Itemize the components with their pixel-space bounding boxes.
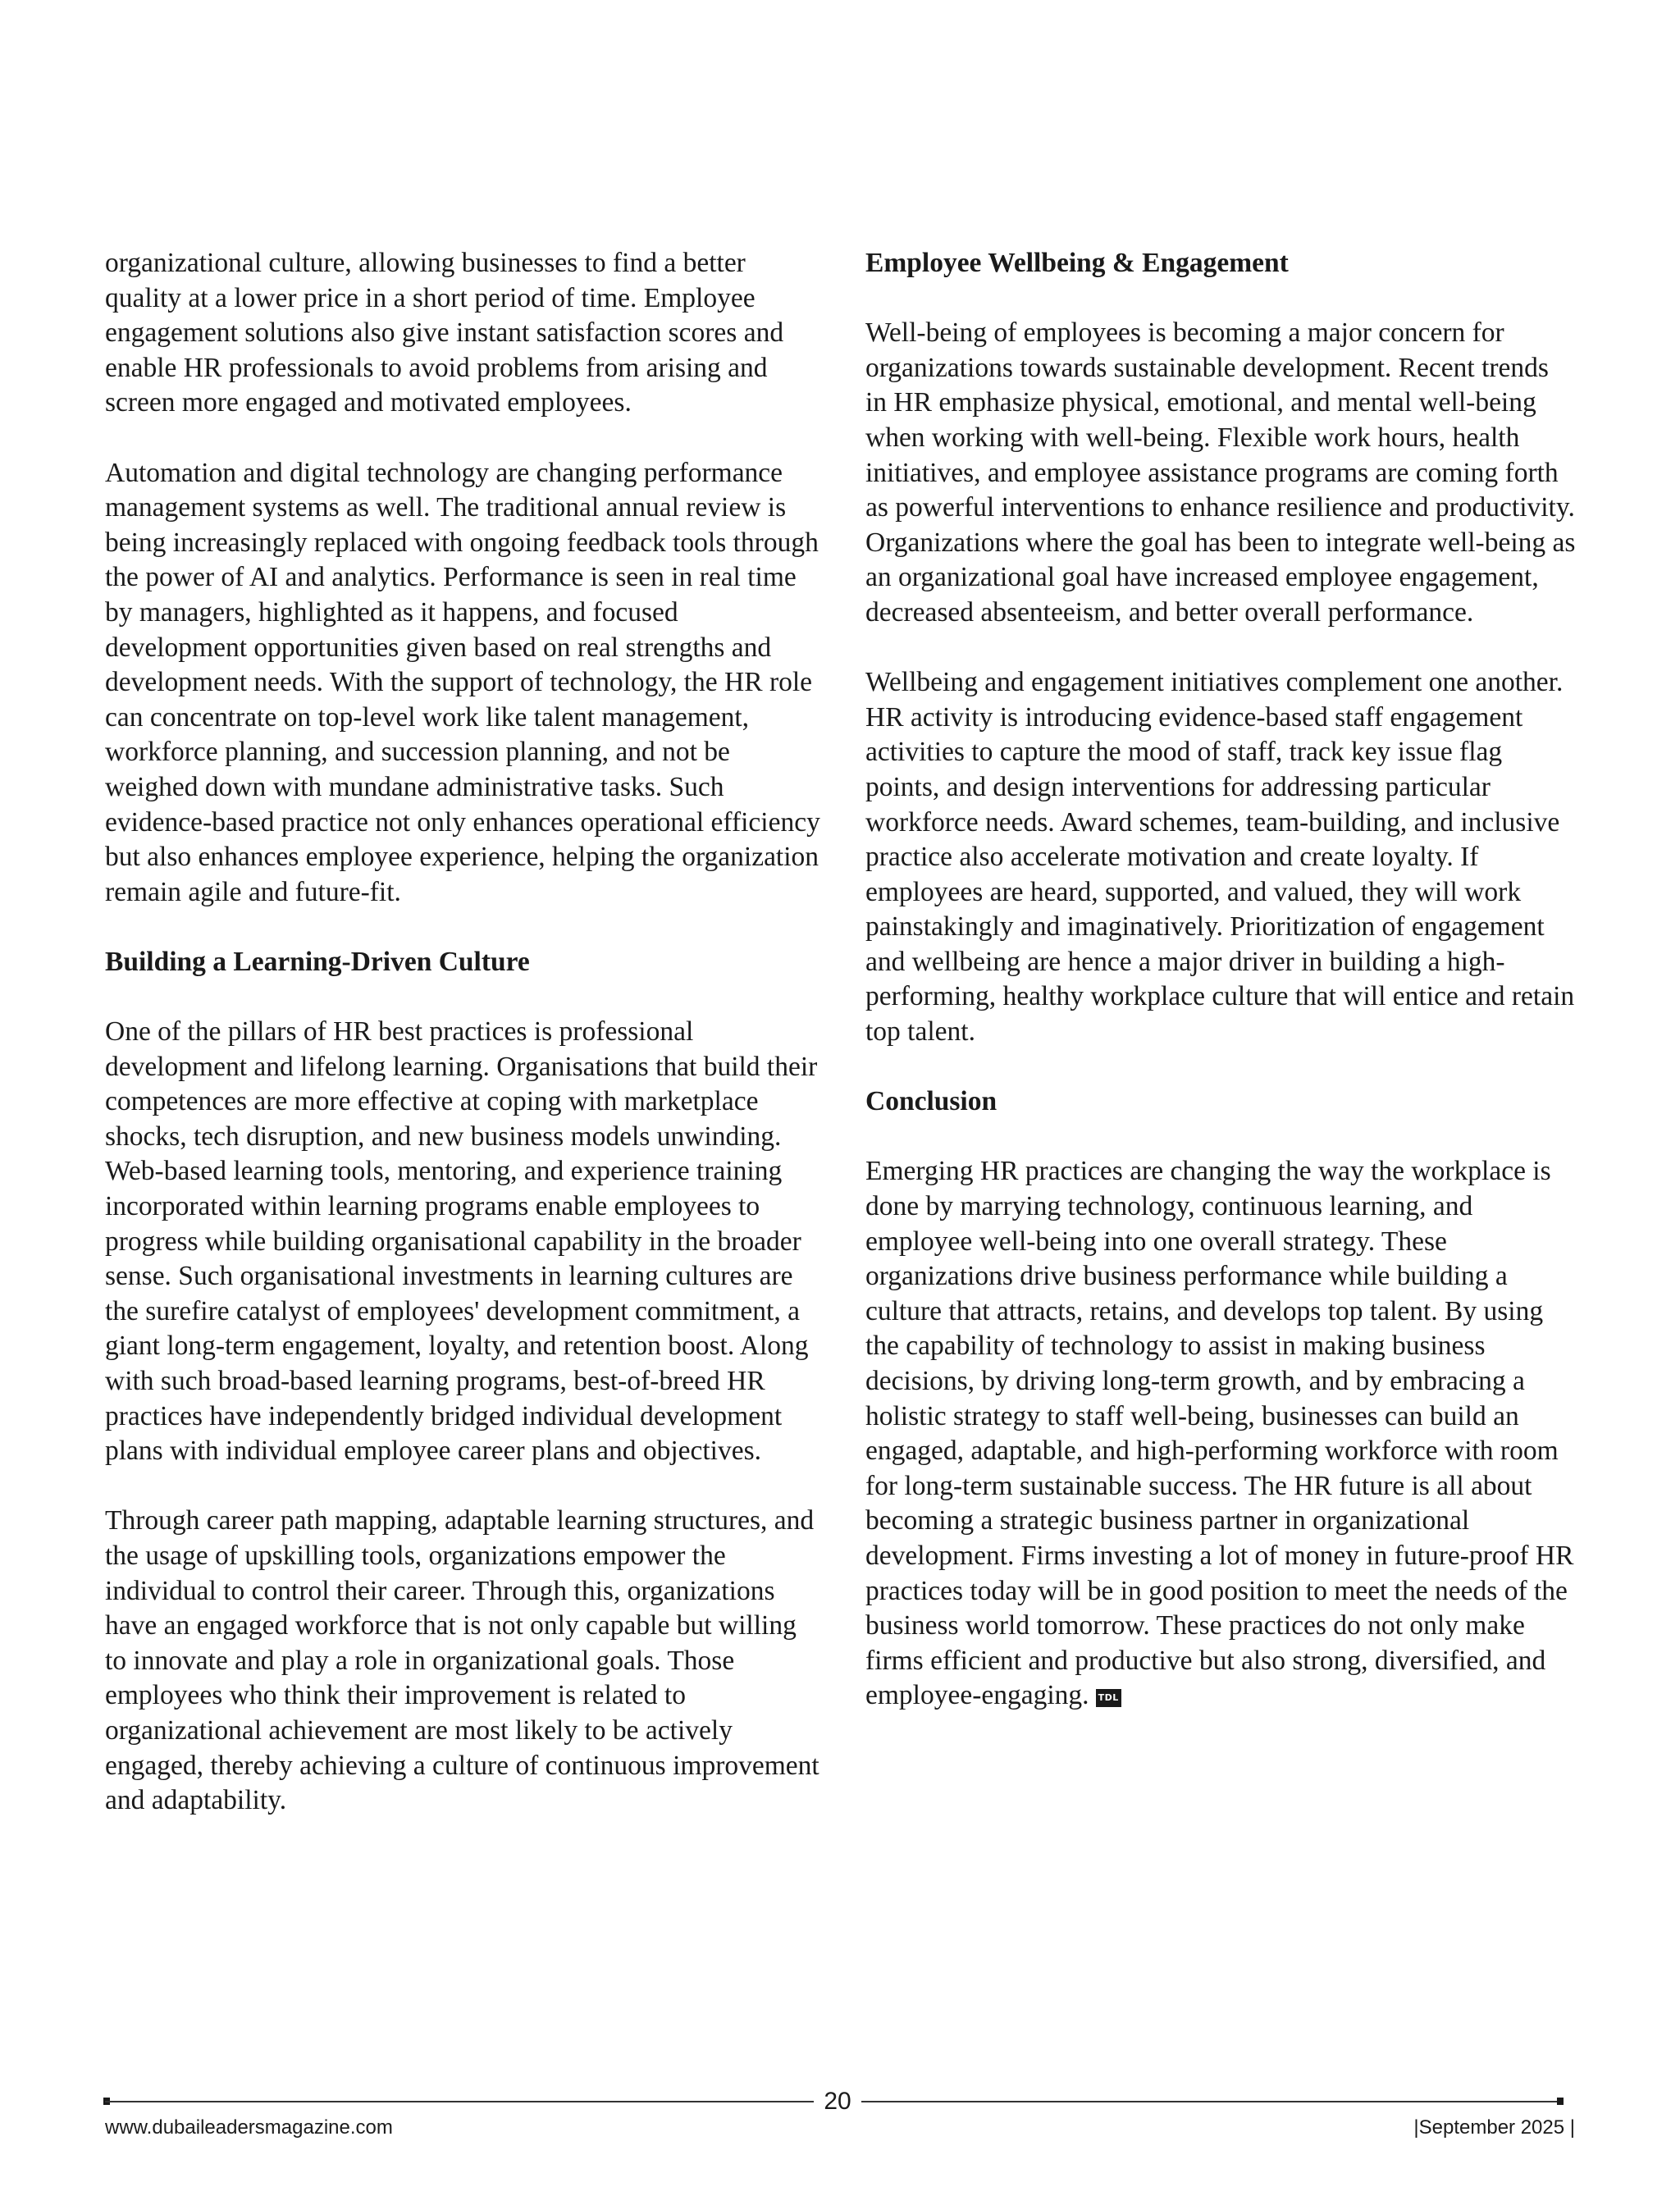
section-heading-conclusion: Conclusion bbox=[865, 1086, 998, 1117]
right-paragraph-3-container bbox=[865, 1154, 1576, 1714]
left-paragraph-3: One of the pillars of HR best practices is professional development and lifelong learning. Organisations that build their competences are more effective at coping with marketplace shocks, tech disruption, and new business models unwinding. Web-based learning tools, mentoring, and experience training incorporated within learning programs enable employees to progress while building organisational capability in the broader sense. Such organisational investments in learning cultures are the surefire catalyst of employees' development commitment, a giant long-term engagement, loyalty, and retention boost. Along with such broad-based learning programs, best-of-breed HR practices have independently bridged individual development plans with individual employee career plans and objectives. bbox=[105, 1016, 818, 1467]
right-paragraph-2: Wellbeing and engagement initiatives complement one another. HR activity is introducing evidence-based staff engagement activities to capture the mood of staff, track key issue flag points, and design interventions for addressing particular workforce needs. Award schemes, team-building, and inclusive practice also accelerate motivation and create loyalty. If employees are heard, supported, and valued, they will work painstakingly and imaginatively. Prioritization of engagement and wellbeing are hence a major driver in building a high-performing, healthy workplace culture that will entice and retain top talent. bbox=[865, 667, 1575, 1048]
footer-line-cap-right bbox=[1557, 2098, 1564, 2105]
left-paragraph-1: organizational culture, allowing businesses to find a better quality at a lower price in a short period of time. Employee engagement solutions also give instant satisfaction scores and enable HR professionals to avoid problems from arising and screen more engaged and motivated employees. bbox=[105, 248, 784, 418]
left-paragraph-4: Through career path mapping, adaptable learning structures, and the usage of upskilling tools, organizations empower the individual to control their career. Through this, organizations have an engaged workforce that is not only capable but willing to innovate and play a role in organizational goals. Those employees who think their improvement is related to organizational achievement are most likely to be actively engaged, thereby achieving a culture of continuous improvement and adaptability. bbox=[105, 1505, 819, 1816]
footer-rule-right bbox=[861, 2101, 1562, 2102]
left-column bbox=[105, 246, 820, 1853]
tdl-end-mark-icon: TDL bbox=[1096, 1689, 1121, 1707]
section-heading-learning-culture: Building a Learning-Driven Culture bbox=[105, 946, 530, 977]
footer-rule-left bbox=[105, 2101, 814, 2102]
left-paragraph-2: Automation and digital technology are changing performance management systems as well. The traditional annual review is being increasingly replaced with ongoing feedback tools through the power of AI and analytics. Performance is seen in real time by managers, highlighted as it happens, and focused development opportunities given based on real strengths and development needs. With the support of technology, the HR role can concentrate on top-level work like talent management, workforce planning, and succession planning, and not be weighed down with mundane administrative tasks. Such evidence-based practice not only enhances operational efficiency but also enhances employee experience, helping the organization remain agile and future-fit. bbox=[105, 457, 820, 907]
right-paragraph-1: Well-being of employees is becoming a major concern for organizations towards sustainable development. Recent trends in HR emphasize physical, emotional, and mental well-being when working with well-being. Flexible work hours, health initiatives, and employee assistance programs are coming forth as powerful interventions to enhance resilience and productivity. Organizations where the goal has been to integrate well-being as an organizational goal have increased employee engagement, decreased absenteeism, and better overall performance. bbox=[865, 317, 1576, 628]
footer-website-url: www.dubaileadersmagazine.com bbox=[105, 2116, 393, 2139]
right-paragraph-3: Emerging HR practices are changing the way the workplace is done by marrying technology, continuous learning, and employee well-being into one overall strategy. These organizations drive business performance while building a culture that attracts, retains, and develops top talent. By using the capability of technology to assist in making business decisions, by driving long-term growth, and by embracing a holistic strategy to staff well-being, businesses can build an engaged, adaptable, and high-performing workforce with room for long-term sustainable success. The HR future is all about becoming a strategic business partner in organizational development. Firms investing a lot of money in future-proof HR practices today will be in good position to meet the needs of the business world tomorrow. These practices do not only make firms efficient and productive but also strong, diversified, and employee-engaging. bbox=[865, 1156, 1574, 1711]
footer-issue-date: |September 2025 | bbox=[1413, 2116, 1575, 2139]
page-number: 20 bbox=[824, 2088, 851, 2115]
section-heading-wellbeing: Employee Wellbeing & Engagement bbox=[865, 248, 1289, 278]
right-column bbox=[865, 246, 1576, 1749]
